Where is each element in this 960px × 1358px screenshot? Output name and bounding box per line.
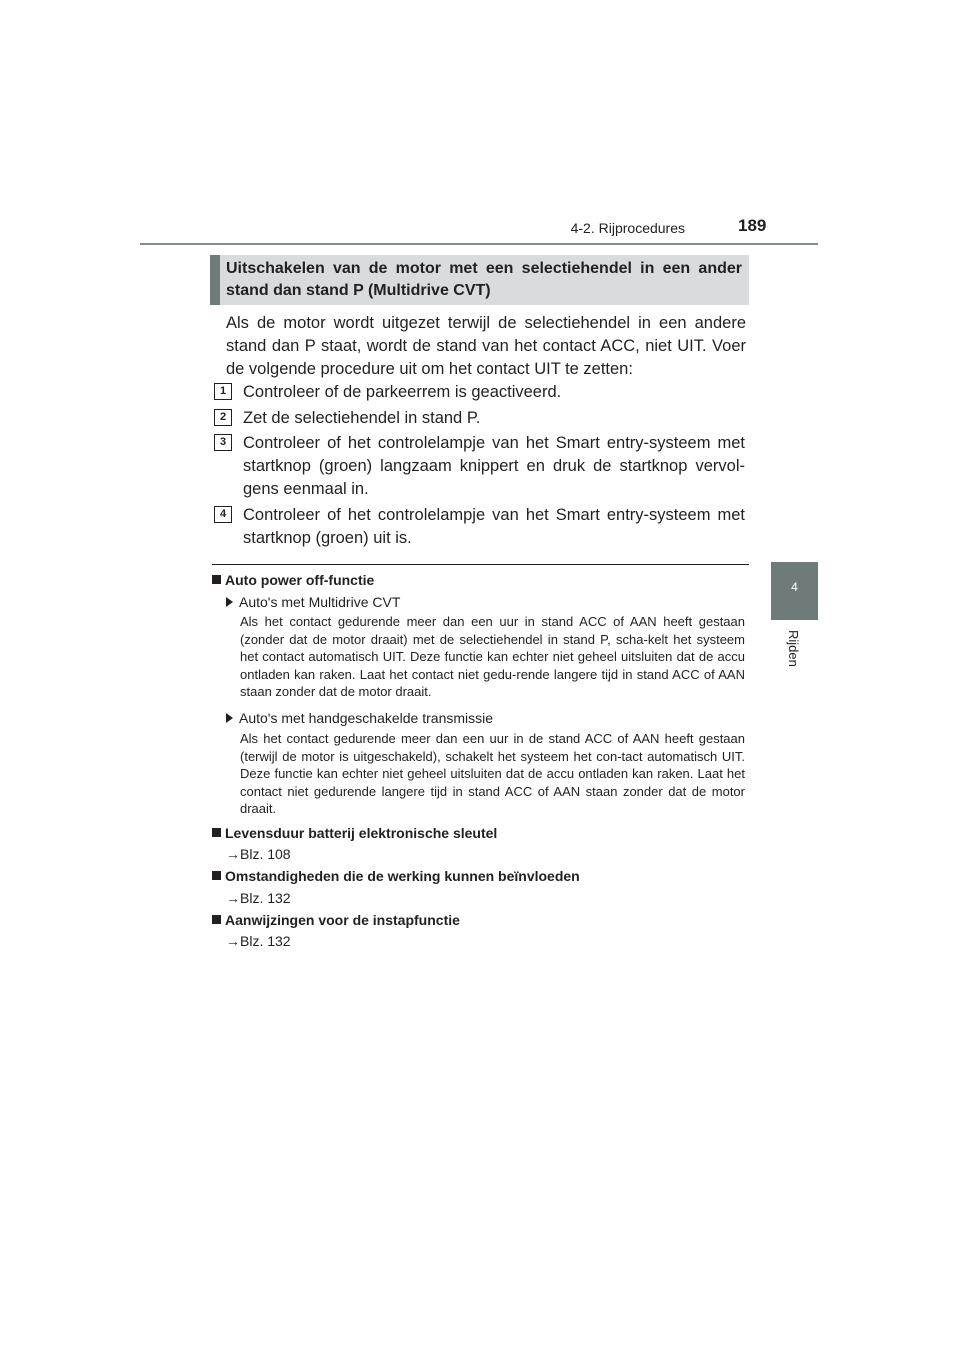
step-number: 2: [219, 411, 227, 423]
square-bullet-icon: [212, 575, 221, 584]
step-number-box: [214, 434, 232, 451]
square-bullet-icon: [212, 915, 221, 924]
page-number: 189: [738, 216, 767, 235]
subsection-heading-text: Auto's met handgeschakelde transmissie: [239, 710, 494, 726]
section-heading-text: Omstandigheden die de werking kunnen beïnvloeden: [225, 868, 580, 884]
subsection-heading: [226, 594, 400, 610]
section-heading-text: Aanwijzingen voor de instapfunctie: [225, 912, 460, 928]
topic-title: Uitschakelen van de motor met een selectiehendel in een ander stand dan stand P (Multidrive CVT): [226, 260, 742, 299]
section-title: 4-2. Rijprocedures: [570, 220, 685, 236]
step-text: Controleer of het controlelampje van het Smart entry-systeem met startknop (groen) langzaam knippert en druk de startknop vervol-gens eenmaal in.: [243, 434, 745, 498]
step-text: Controleer of het controlelampje van het Smart entry-systeem met startknop (groen) uit is.: [243, 506, 745, 547]
page-reference: →Blz. 108: [226, 846, 291, 862]
step-number: 3: [219, 436, 227, 448]
step-text: Controleer of de parkeerrem is geactiveerd.: [243, 383, 562, 401]
page-reference: →Blz. 132: [226, 890, 291, 906]
section-heading: [212, 868, 580, 884]
triangle-bullet-icon: [226, 713, 233, 723]
title-accent-bar: [210, 255, 220, 305]
chapter-label: Rijden: [786, 630, 801, 667]
subsection-paragraph: Als het contact gedurende meer dan een uur in stand ACC of AAN heeft gestaan (zonder dat de motor draait) met de selectiehendel in stand P, scha-kelt het systeem het contact automatisch UIT. Deze functie kan echter niet geheel uitsluiten dat de accu ontladen kan raken. Laat het contact niet gedu-rende langere tijd in stand ACC of AAN staan zonder dat de motor draait.: [240, 614, 745, 699]
triangle-bullet-icon: [226, 597, 233, 607]
intro-paragraph: Als de motor wordt uitgezet terwijl de selectiehendel in een andere stand dan P staat, wordt de stand van het contact ACC, niet UIT. Voer de volgende procedure uit om het contact UIT te zetten:: [226, 314, 746, 378]
header-divider: [140, 243, 818, 245]
section-heading: [212, 912, 460, 928]
section-heading: [212, 825, 497, 841]
step-text: Zet de selectiehendel in stand P.: [243, 409, 481, 427]
step-number: 1: [219, 385, 227, 397]
subsection-paragraph: Als het contact gedurende meer dan een uur in de stand ACC of AAN heeft gestaan (terwijl de motor is uitgeschakeld), schakelt het systeem het con-tact automatisch UIT. Deze functie kan echter niet geheel uitsluiten dat de accu ontladen kan raken. Laat het contact niet gedurende langere tijd in stand ACC of AAN staan zonder dat de motor draait.: [240, 731, 745, 816]
section-heading-text: Levensduur batterij elektronische sleutel: [225, 825, 498, 841]
step-number-box: [214, 383, 232, 400]
section-divider: [212, 564, 749, 565]
step-number: 4: [219, 508, 227, 520]
step-number-box: [214, 409, 232, 426]
section-heading: [212, 572, 374, 588]
square-bullet-icon: [212, 828, 221, 837]
subsection-heading-text: Auto's met Multidrive CVT: [239, 594, 401, 610]
chapter-tab: [771, 562, 818, 620]
chapter-number: 4: [791, 580, 798, 594]
subsection-heading: [226, 710, 493, 726]
page-reference: →Blz. 132: [226, 933, 291, 949]
section-heading-text: Auto power off-functie: [225, 572, 375, 588]
step-number-box: [214, 506, 232, 523]
square-bullet-icon: [212, 871, 221, 880]
topic-title-box: [210, 255, 749, 305]
